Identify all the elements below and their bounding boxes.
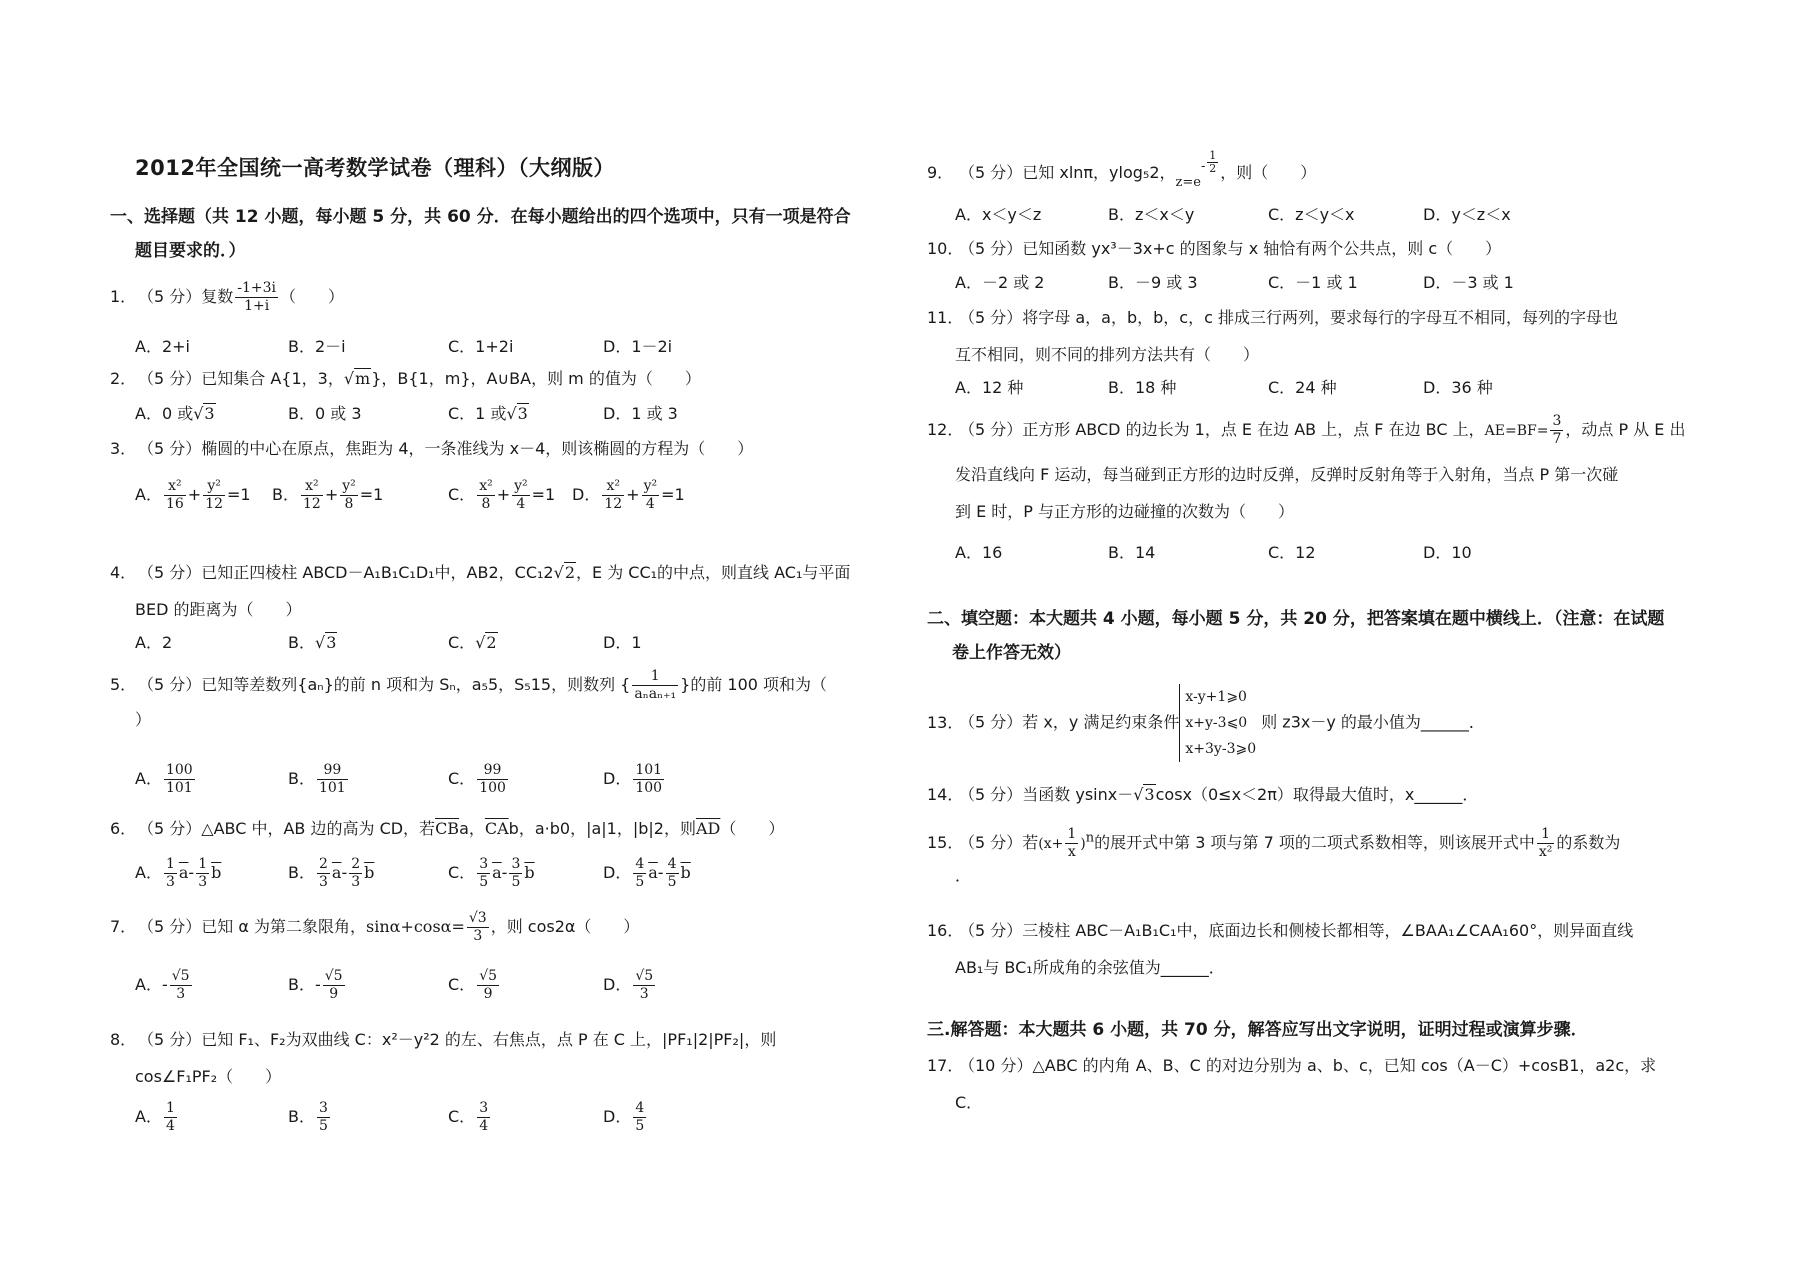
question-1: 1． （5 分）复数 $\frac{-1+3i}{1+i}$ （ ） <box>110 280 345 314</box>
q9-option-b: B．z＜x＜y <box>1108 205 1195 224</box>
q4-option-a: A．2 <box>135 633 173 652</box>
fraction: $\frac{1}{3}$ <box>198 856 208 890</box>
q9-option-c: C．z＜y＜x <box>1268 205 1355 224</box>
fraction: $\frac{1}{3}$ <box>165 856 175 890</box>
q4-option-d: D．1 <box>603 633 642 652</box>
fraction: $\frac{100}{101}$ <box>165 762 193 796</box>
q7-option-b: B．- $\frac{√5}{9}$ <box>288 968 343 1002</box>
question-9: 9． （5 分）已知 xlnπ，ylog₅2，$_{z=e}$- $\frac{1}{2}$ ，则（ ） <box>927 149 1317 190</box>
fraction: $\frac{1}{\text{aₙaₙ₊₁}}$ <box>634 668 677 702</box>
question-8: 8． （5 分）已知 F₁、F₂为双曲线 C：x²－y²2 的左、右焦点，点 P 在 C 上，|PF₁|2|PF₂|，则 cos∠F₁PF₂（ ） <box>110 1030 777 1086</box>
q10-option-c: C．－1 或 1 <box>1268 273 1358 292</box>
q12-option-a: A．16 <box>955 543 1003 562</box>
q2-option-b: B．0 或 3 <box>288 404 362 423</box>
q6-option-d: D． $\frac{4}{5}$ $\overline{a}-$ $\frac{4}{5}$ $\overline{b}$ <box>603 856 691 890</box>
q1-option-d: D．1－2i <box>603 337 673 356</box>
fraction: $\frac{101}{100}$ <box>635 762 663 796</box>
fraction: $\frac{\text{y²}}{4}$ <box>643 478 658 512</box>
q12-option-d: D．10 <box>1423 543 1472 562</box>
q6-option-b: B． $\frac{2}{3}$ $\overline{a}-$ $\frac{2}{3}$ $\overline{b}$ <box>288 856 375 890</box>
fraction: $\frac{99}{101}$ <box>318 762 346 796</box>
fraction: $\frac{√5}{3}$ <box>635 968 654 1002</box>
q4-option-b: B．√3 <box>288 633 337 652</box>
question-13: 13．（5 分）若 x，y 满足约束条件 x-y+1⩾0 x+y-3⩽0 x+3y-3⩾0 则 z3x－y 的最小值为______． <box>927 684 1485 762</box>
q1-option-b: B．2－i <box>288 337 346 356</box>
fraction: $\frac{\text{y²}}{8}$ <box>342 478 356 512</box>
fraction: $\frac{2}{3}$ <box>318 856 328 890</box>
page-title: 2012年全国统一高考数学试卷（理科）（大纲版） <box>135 156 615 180</box>
fraction: $\frac{1}{\text{x²}}$ <box>1538 826 1553 860</box>
q12-option-c: C．12 <box>1268 543 1316 562</box>
fraction: $\frac{\text{x²}}{12}$ <box>302 478 321 512</box>
q9-option-d: D．y＜z＜x <box>1423 205 1511 224</box>
question-16: 16．（5 分）三棱柱 ABC－A₁B₁C₁中，底面边长和侧棱长都相等，∠BAA₁∠CAA₁60°，则异面直线 AB₁与 BC₁所成角的余弦值为______． <box>927 921 1634 977</box>
q3-option-c: C． $\frac{\text{x²}}{8}$ + $\frac{\text{y²}}{4}$ =1 <box>448 478 556 512</box>
q6-option-a: A． $\frac{1}{3}$ $\overline{a}-$ $\frac{1}{3}$ $\overline{b}$ <box>135 856 222 890</box>
q3-option-a: A． $\frac{\text{x²}}{16}$ + $\frac{\text{y²}}{12}$ =1 <box>135 478 251 512</box>
q4-option-c: C．√2 <box>448 633 497 652</box>
fraction: $\frac{4}{5}$ <box>635 856 645 890</box>
fraction: $\frac{99}{100}$ <box>479 762 506 796</box>
fraction: $\frac{√5}{9}$ <box>324 968 343 1002</box>
question-17: 17．（10 分）△ABC 的内角 A、B、C 的对边分别为 a、b、c，已知 cos（A－C）+cosB1，a2c，求 C． <box>927 1056 1657 1112</box>
sqrt: √3 <box>1133 785 1155 804</box>
fraction: $\frac{\text{x²}}{8}$ <box>479 478 493 512</box>
question-4: 4． （5 分）已知正四棱柱 ABCD－A₁B₁C₁D₁中，AB2，CC₁2√2，E 为 CC₁的中点，则直线 AC₁与平面 BED 的距离为（ ） <box>110 563 851 619</box>
q7-option-d: D． $\frac{√5}{3}$ <box>603 968 654 1002</box>
question-12: 12．（5 分）正方形 ABCD 的边长为 1，点 E 在边 AB 上，点 F 在边 BC 上，AE=BF= $\frac{3}{7}$ ，动点 P 从 E 出 发沿直线向 F 运动，每当碰到正方形的边时反弹，反弹时反射角等于入射角，当点 P 第一次碰 到 E 时，P 与正方形的边碰撞的次数为（ ） <box>927 413 1686 521</box>
q1-option-a: A．2+i <box>135 337 190 356</box>
fraction: $\frac{3}{4}$ <box>479 1100 489 1134</box>
fraction: $\frac{\text{y²}}{4}$ <box>514 478 528 512</box>
q11-option-a: A．12 种 <box>955 378 1024 397</box>
question-2: 2． （5 分）已知集合 A{1，3，√m}，B{1，m}，A∪BA，则 m 的值为（ ） <box>110 369 701 388</box>
q5-option-c: C． $\frac{99}{100}$ <box>448 762 506 796</box>
q9-option-a: A．x＜y＜z <box>955 205 1042 224</box>
fraction: $\frac{3}{7}$ <box>1552 413 1562 447</box>
question-5: 5． （5 分）已知等差数列{aₙ}的前 n 项和为 Sₙ，a₅5，S₅15，则数列 { $\frac{1}{\text{aₙaₙ₊₁}}$ }的前 100 项和为（ ） <box>110 668 828 729</box>
q3-option-b: B． $\frac{\text{x²}}{12}$ + $\frac{\text{y²}}{8}$ =1 <box>272 478 384 512</box>
fraction: $\frac{\text{y²}}{12}$ <box>205 478 224 512</box>
q11-option-d: D．36 种 <box>1423 378 1493 397</box>
vector: $\overline{CA}$ <box>484 819 509 838</box>
fraction: $\frac{2}{3}$ <box>351 856 361 890</box>
q2-option-c: C．1 或√3 <box>448 404 528 423</box>
sqrt: √3 <box>506 404 528 423</box>
fraction: $\frac{4}{5}$ <box>635 1100 645 1134</box>
fraction: $\frac{√5}{9}$ <box>479 968 498 1002</box>
sqrt: √m <box>343 369 371 388</box>
q8-option-c: C． $\frac{3}{4}$ <box>448 1100 489 1134</box>
fraction: $\frac{-1+3i}{1+i}$ <box>237 280 277 314</box>
q3-option-d: D． $\frac{\text{x²}}{12}$ + $\frac{\text{y²}}{4}$ =1 <box>572 478 685 512</box>
fraction: $\frac{\text{x²}}{12}$ <box>604 478 623 512</box>
vector: $\overline{AD}$ <box>695 819 721 838</box>
q8-option-a: A． $\frac{1}{4}$ <box>135 1100 175 1134</box>
q1-option-c: C．1+2i <box>448 337 514 356</box>
fraction: $\frac{3}{5}$ <box>479 856 489 890</box>
q12-option-b: B．14 <box>1108 543 1156 562</box>
section-3-heading: 三.解答题：本大题共 6 小题，共 70 分，解答应写出文字说明，证明过程或演算步骤． <box>927 1020 1588 1040</box>
q11-option-b: B．18 种 <box>1108 378 1177 397</box>
fraction: $\frac{3}{5}$ <box>318 1100 328 1134</box>
fraction: $\frac{4}{5}$ <box>667 856 677 890</box>
fraction: $\frac{1}{4}$ <box>165 1100 175 1134</box>
sqrt: √3 <box>314 633 337 652</box>
fraction: $\frac{1}{x}$ <box>1067 826 1077 860</box>
q10-option-a: A．－2 或 2 <box>955 273 1045 292</box>
question-11: 11．（5 分）将字母 a，a，b，b，c，c 排成三行两列，要求每行的字母互不相同，每列的字母也 互不相同，则不同的排列方法共有（ ） <box>927 308 1618 364</box>
question-3: 3． （5 分）椭圆的中心在原点，焦距为 4，一条准线为 x－4，则该椭圆的方程为（ ） <box>110 439 754 458</box>
sqrt: √2 <box>553 563 575 582</box>
constraint-system: x-y+1⩾0 x+y-3⩽0 x+3y-3⩾0 <box>1179 684 1256 762</box>
fraction: $\frac{√5}{3}$ <box>171 968 190 1002</box>
question-6: 6． （5 分）△ABC 中，AB 边的高为 CD，若$\overline{CB}a$，$\overline{CA}b$，a·b0，|a|1，|b|2，则$\overline{AD}$（ ） <box>110 819 785 838</box>
q2-option-d: D．1 或 3 <box>603 404 678 423</box>
q5-option-d: D． $\frac{101}{100}$ <box>603 762 663 796</box>
q8-option-d: D． $\frac{4}{5}$ <box>603 1100 645 1134</box>
fraction: $\frac{1}{2}$ <box>1209 149 1217 175</box>
question-10: 10．（5 分）已知函数 yx³－3x+c 的图象与 x 轴恰有两个公共点，则 c（ ） <box>927 239 1502 258</box>
fraction: $\frac{\text{x²}}{16}$ <box>165 478 184 512</box>
question-15: 15．（5 分）若(x+ $\frac{1}{x}$ )$^n$的展开式中第 3 项与第 7 项的二项式系数相等，则该展开式中 $\frac{1}{\text{x²}}$ 的系数为 ． <box>927 826 1621 885</box>
q10-option-b: B．－9 或 3 <box>1108 273 1198 292</box>
q2-option-a: A．0 或√3 <box>135 404 215 423</box>
question-7: 7． （5 分）已知 α 为第二象限角，sinα+cosα= $\frac{√3}{3}$ ，则 cos2α（ ） <box>110 910 640 944</box>
q6-option-c: C． $\frac{3}{5}$ $\overline{a}-$ $\frac{3}{5}$ $\overline{b}$ <box>448 856 535 890</box>
sqrt: √2 <box>475 633 497 652</box>
q7-option-c: C． $\frac{√5}{9}$ <box>448 968 498 1002</box>
section-1-heading: 一、选择题（共 12 小题，每小题 5 分，共 60 分．在每小题给出的四个选项中，只有一项是符合 题目要求的．） <box>110 207 851 261</box>
q5-option-b: B． $\frac{99}{101}$ <box>288 762 346 796</box>
vector: $\overline{CB}$ <box>435 819 460 838</box>
sqrt: √3 <box>193 404 215 423</box>
question-14: 14．（5 分）当函数 ysinx－√3cosx（0≤x＜2π）取得最大值时，x______． <box>927 785 1479 804</box>
section-2-heading: 二、填空题：本大题共 4 小题，每小题 5 分，共 20 分，把答案填在题中横线上．（注意：在试题 卷上作答无效） <box>927 609 1665 663</box>
q8-option-b: B． $\frac{3}{5}$ <box>288 1100 328 1134</box>
q10-option-d: D．－3 或 1 <box>1423 273 1514 292</box>
fraction: $\frac{√3}{3}$ <box>468 910 487 944</box>
q11-option-c: C．24 种 <box>1268 378 1337 397</box>
q7-option-a: A．- $\frac{√5}{3}$ <box>135 968 190 1002</box>
q5-option-a: A． $\frac{100}{101}$ <box>135 762 193 796</box>
fraction: $\frac{3}{5}$ <box>511 856 521 890</box>
